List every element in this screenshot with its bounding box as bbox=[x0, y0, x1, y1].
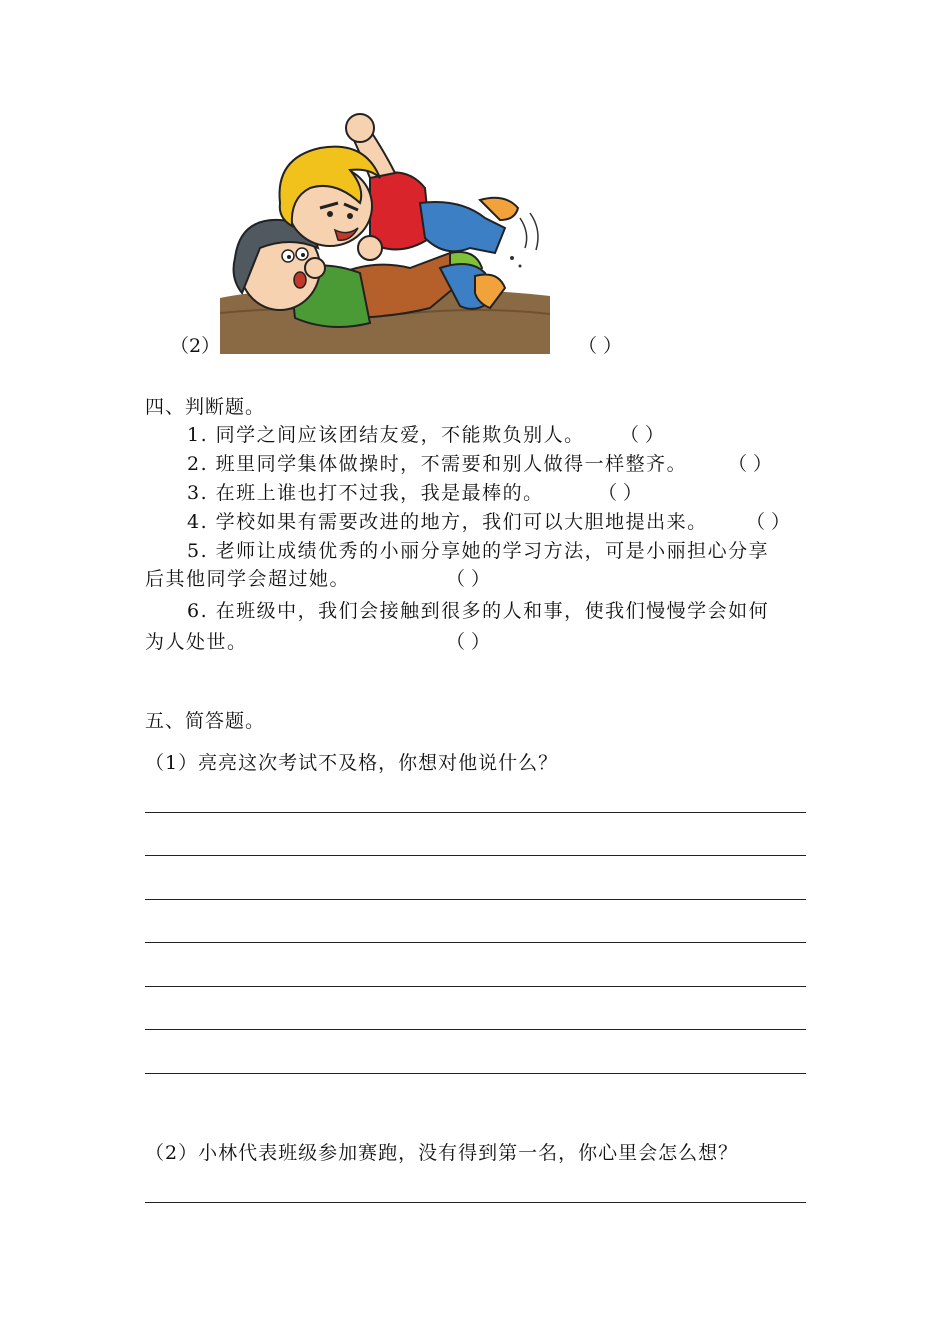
judge-item-5: 5. 老师让成绩优秀的小丽分享她的学习方法，可是小丽担心分享 bbox=[187, 540, 770, 562]
judge-item-1: 1. 同学之间应该团结友爱，不能欺负别人。 bbox=[187, 424, 585, 446]
question-2: （2）小林代表班级参加赛跑，没有得到第一名，你心里会怎么想？ bbox=[145, 1142, 739, 1164]
judge-item-1-paren[interactable]: （ ） bbox=[620, 424, 665, 446]
judge-item-6: 6. 在班级中，我们会接触到很多的人和事，使我们慢慢学会如何 bbox=[187, 600, 770, 622]
judge-item-6-cont: 为人处世。 bbox=[145, 631, 248, 653]
judge-item-2: 2. 班里同学集体做操时，不需要和别人做得一样整齐。 bbox=[187, 453, 688, 475]
answer-line[interactable] bbox=[145, 855, 806, 856]
judge-item-3: 3. 在班上谁也打不过我，我是最棒的。 bbox=[187, 482, 544, 504]
answer-line[interactable] bbox=[145, 812, 806, 813]
judge-item-5-cont: 后其他同学会超过她。 bbox=[145, 568, 351, 590]
item-2-label: （2） bbox=[170, 335, 221, 357]
answer-line[interactable] bbox=[145, 1073, 806, 1074]
judge-item-2-paren[interactable]: （ ） bbox=[728, 453, 773, 475]
answer-line[interactable] bbox=[145, 1202, 806, 1203]
judge-item-4-paren[interactable]: （ ） bbox=[746, 511, 791, 533]
judge-item-6-paren[interactable]: （ ） bbox=[446, 631, 491, 653]
judge-item-5-paren[interactable]: （ ） bbox=[446, 568, 491, 590]
judge-item-4: 4. 学校如果有需要改进的地方，我们可以大胆地提出来。 bbox=[187, 511, 708, 533]
question-1: （1）亮亮这次考试不及格，你想对他说什么？ bbox=[145, 752, 559, 774]
fighting-boys-illustration bbox=[220, 108, 550, 354]
section-5-title: 五、简答题。 bbox=[145, 710, 266, 732]
answer-line[interactable] bbox=[145, 942, 806, 943]
section-4-title: 四、判断题。 bbox=[145, 396, 266, 418]
answer-line[interactable] bbox=[145, 899, 806, 900]
judge-item-3-paren[interactable]: （ ） bbox=[598, 482, 643, 504]
answer-line[interactable] bbox=[145, 986, 806, 987]
answer-line[interactable] bbox=[145, 1029, 806, 1030]
answer-parentheses: （ ） bbox=[578, 335, 623, 357]
